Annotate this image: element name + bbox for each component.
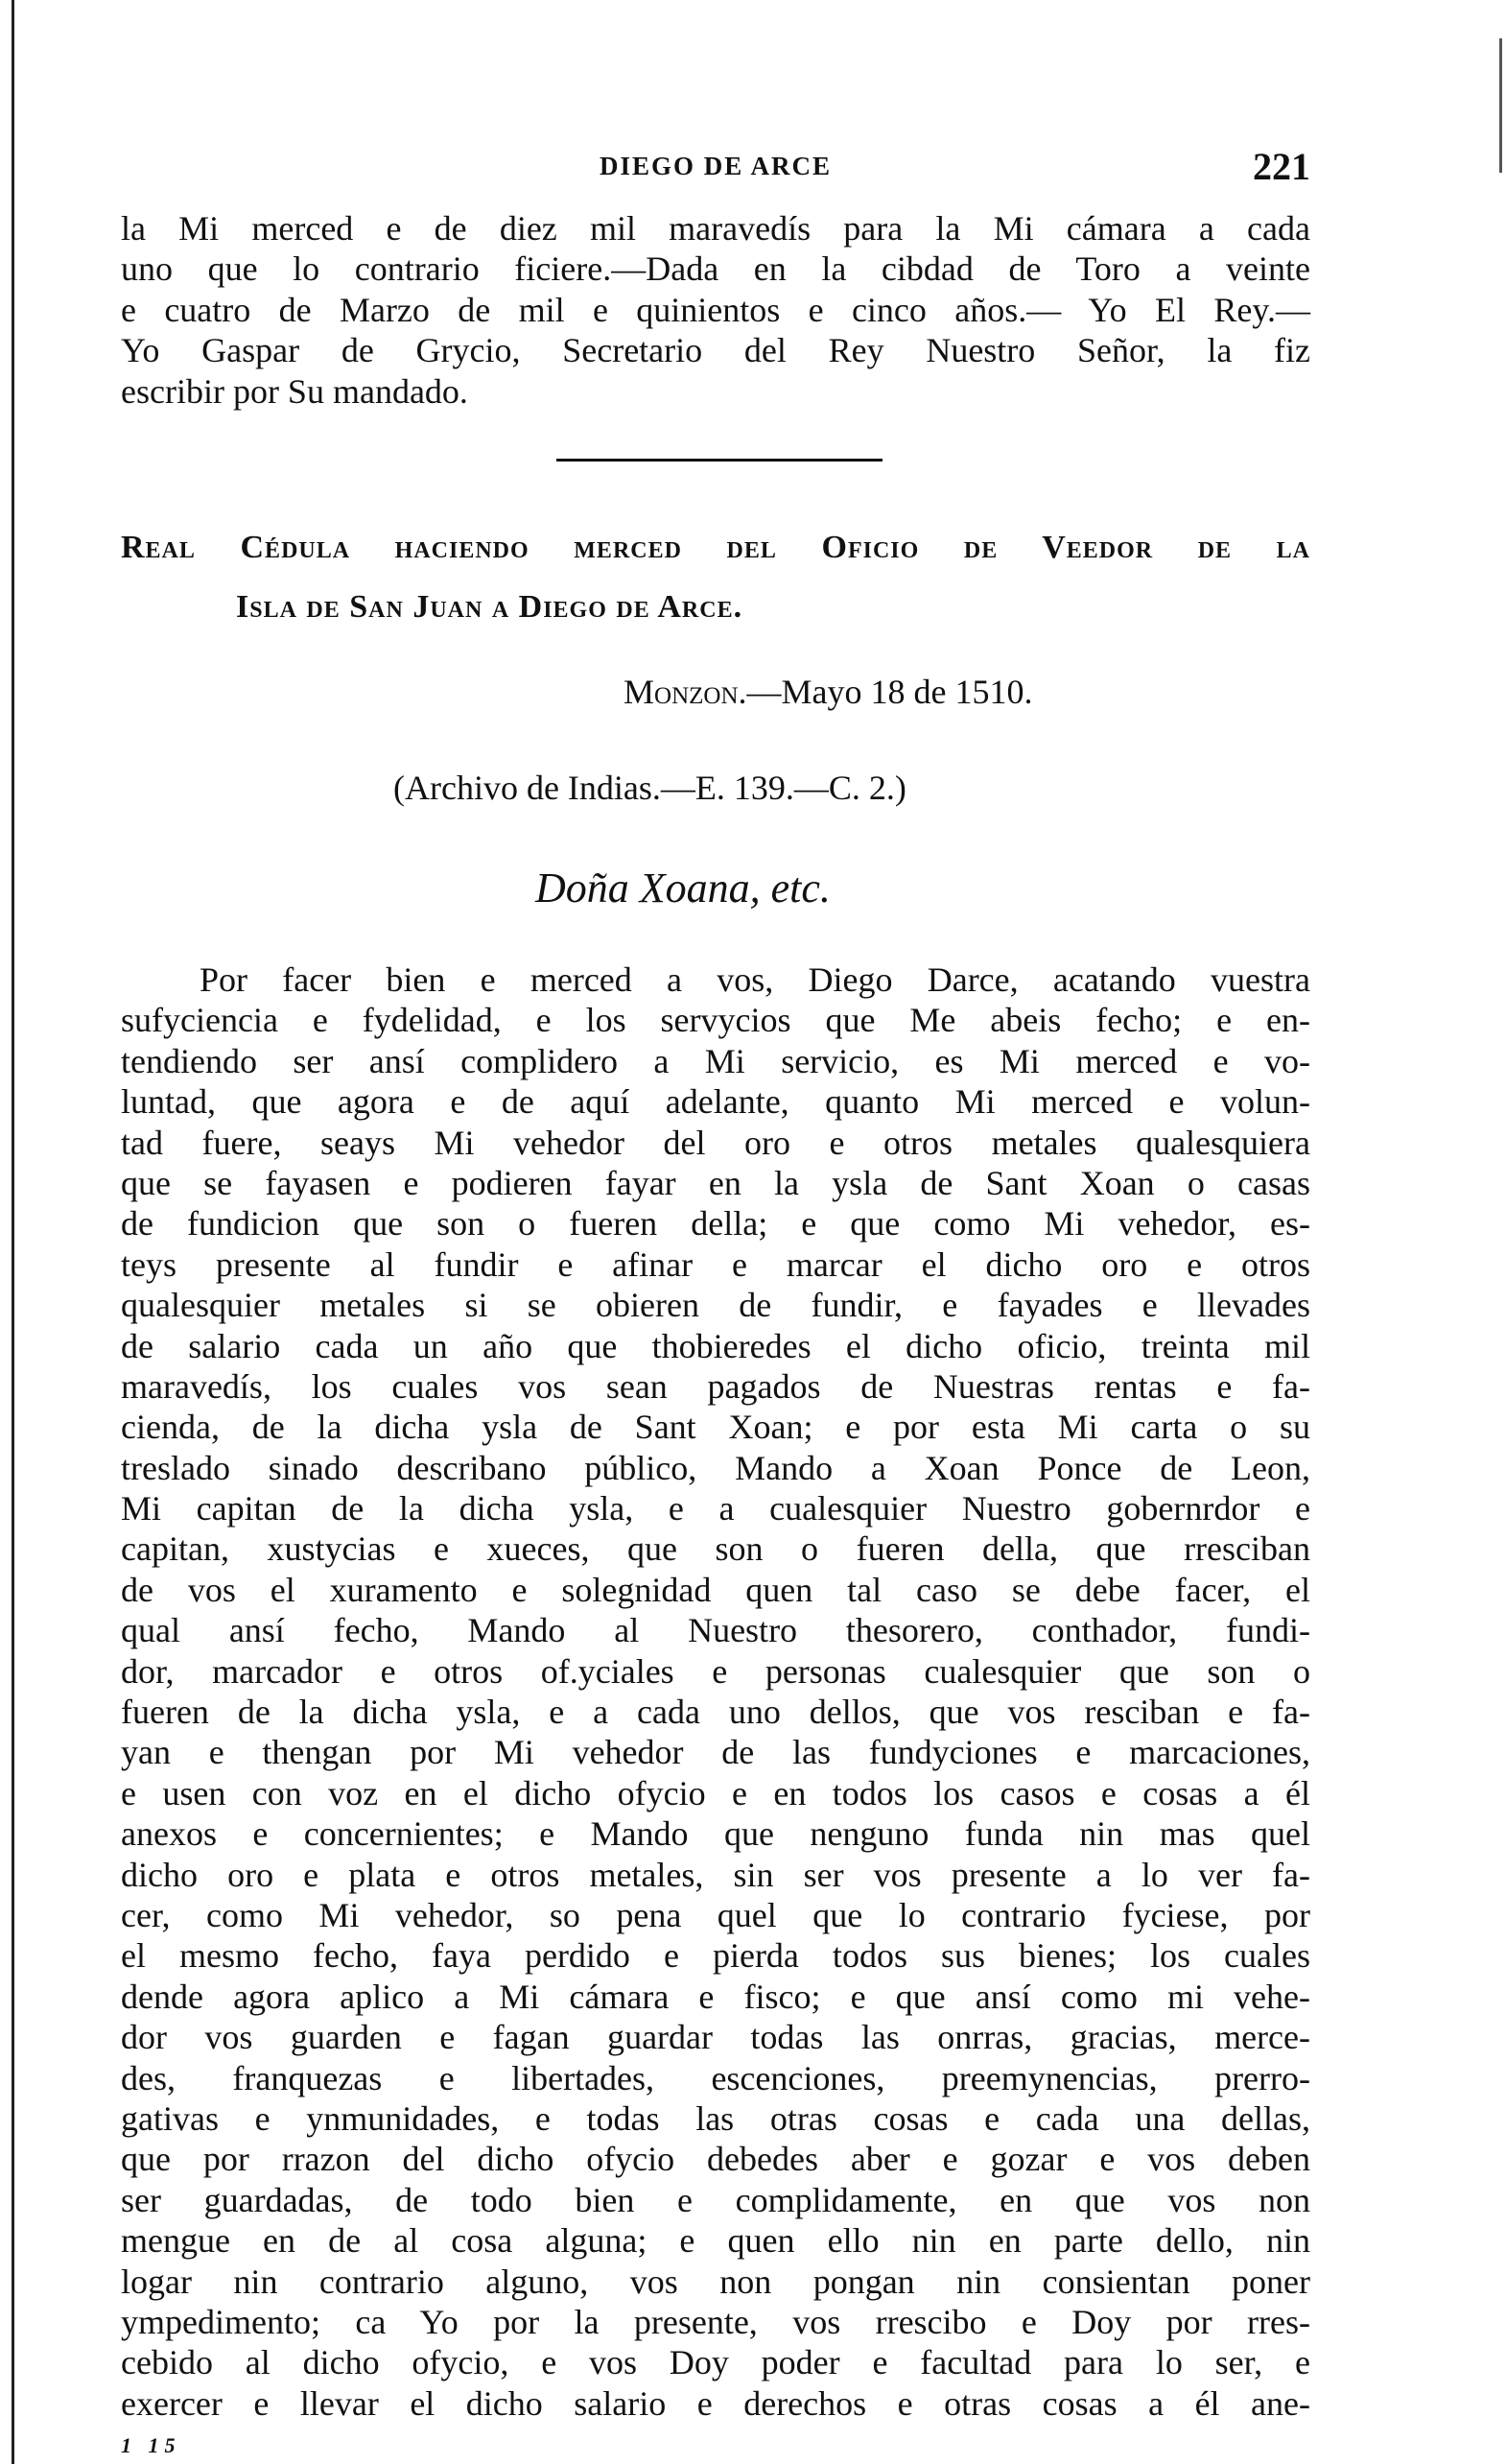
body-line: qual ansí fecho, Mando al Nuestro thesorero, conthador, fundi- <box>121 1611 1310 1650</box>
body-line: dende agora aplico a Mi cámara e fisco; e que ansí como mi vehe- <box>121 1977 1310 2016</box>
body-line: logar nin contrario alguno, vos non pongan nin consientan poner <box>121 2262 1310 2301</box>
body-paragraph <box>121 960 1310 2424</box>
body-line: ympedimento; ca Yo por la presente, vos rrescibo e Doy por rres- <box>121 2302 1310 2341</box>
body-line: de vos el xuramento e solegnidad quen tal caso se debe facer, el <box>121 1570 1310 1609</box>
body-line: Por facer bien e merced a vos, Diego Darce, acatando vuestra <box>200 960 1310 999</box>
document-title-line-2: Isla de San Juan a Diego de Arce. <box>236 589 743 625</box>
body-line: que se fayasen e podieren fayar en la ysla de Sant Xoan o casas <box>121 1163 1310 1202</box>
salutation: Doña Xoana, etc. <box>535 865 831 912</box>
place: Monzon. <box>624 673 747 711</box>
body-line: maravedís, los cuales vos sean pagados de Nuestras rentas e fa- <box>121 1366 1310 1406</box>
body-line: des, franquezas e libertades, escenciones, preemynencias, prerro- <box>121 2058 1310 2097</box>
document-title <box>121 518 1310 637</box>
intro-paragraph <box>121 208 1310 412</box>
body-line: treslado sinado describano público, Mando a Xoan Ponce de Leon, <box>121 1448 1310 1487</box>
body-line: sufyciencia e fydelidad, e los servycios que Me abeis fecho; e en- <box>121 1001 1310 1040</box>
intro-line: la Mi merced e de diez mil maravedís para la Mi cámara a cada <box>121 209 1310 248</box>
body-line: el mesmo fecho, faya perdido e pierda todos sus bienes; los cuales <box>121 1936 1310 1976</box>
body-line: exercer e llevar el dicho salario e derechos e otras cosas a él ane- <box>121 2383 1310 2423</box>
body-line: cer, como Mi vehedor, so pena quel que lo contrario fyciese, por <box>121 1895 1310 1934</box>
page-header <box>121 144 1310 201</box>
printer-signature-mark: 1 15 <box>121 2433 181 2457</box>
body-line: gativas e ynmunidades, e todas las otras cosas e cada una dellas, <box>121 2098 1310 2138</box>
place-date <box>624 672 1032 712</box>
intro-line: uno que lo contrario ficiere.—Dada en la cibdad de Toro a veinte <box>121 249 1310 289</box>
archive-reference: (Archivo de Indias.—E. 139.—C. 2.) <box>393 769 906 807</box>
intro-line: escribir por Su mandado. <box>121 371 468 411</box>
body-line: teys presente al fundir e afinar e marcar el dicho oro e otros <box>121 1244 1310 1284</box>
body-line: yan e thengan por Mi vehedor de las fundyciones e marcaciones, <box>121 1733 1310 1772</box>
body-line: luntad, que agora e de aquí adelante, quanto Mi merced e volun- <box>121 1082 1310 1122</box>
document-title-line-1: Real Cédula haciendo merced del Oficio de Veedor de la <box>121 530 1310 565</box>
body-line: tendiendo ser ansí complidero a Mi servicio, es Mi merced e vo- <box>121 1041 1310 1080</box>
body-line: cienda, de la dicha ysla de Sant Xoan; e por esta Mi carta o su <box>121 1408 1310 1447</box>
body-line: capitan, xustycias e xueces, que son o fueren della, que rresciban <box>121 1529 1310 1569</box>
intro-line: Yo Gaspar de Grycio, Secretario del Rey Nuestro Señor, la fiz <box>121 331 1310 370</box>
body-line: dor, marcador e otros of.yciales e personas cualesquier que son o <box>121 1651 1310 1691</box>
section-divider <box>556 459 882 462</box>
body-line: mengue en de al cosa alguna; e quen ello nin en parte dello, nin <box>121 2221 1310 2261</box>
body-line: anexos e concernientes; e Mando que nenguno funda nin mas quel <box>121 1814 1310 1854</box>
body-line: que por rrazon del dicho ofycio debedes aber e gozar e vos deben <box>121 2140 1310 2179</box>
body-line: e usen con voz en el dicho ofycio e en todos los casos e cosas a él <box>121 1773 1310 1812</box>
page-edge-right <box>1499 38 1502 173</box>
page-edge-left <box>12 0 14 2464</box>
body-line: de salario cada un año que thobieredes el dicho oficio, treinta mil <box>121 1326 1310 1365</box>
body-line: qualesquier metales si se obieren de fundir, e fayades e llevades <box>121 1286 1310 1325</box>
body-line: fueren de la dicha ysla, e a cada uno dellos, que vos resciban e fa- <box>121 1693 1310 1732</box>
page-number: 221 <box>1253 145 1310 188</box>
date: —Mayo 18 de 1510. <box>746 673 1033 711</box>
intro-line: e cuatro de Marzo de mil e quinientos e cinco años.— Yo El Rey.— <box>121 290 1310 329</box>
body-line: de fundicion que son o fueren della; e que como Mi vehedor, es- <box>121 1204 1310 1244</box>
body-line: Mi capitan de la dicha ysla, e a cualesquier Nuestro gobernrdor e <box>121 1489 1310 1528</box>
body-line: dicho oro e plata e otros metales, sin ser vos presente a lo ver fa- <box>121 1855 1310 1894</box>
body-line: tad fuere, seays Mi vehedor del oro e otros metales qualesquiera <box>121 1123 1310 1162</box>
running-head: DIEGO DE ARCE <box>599 152 833 180</box>
body-line: cebido al dicho ofycio, e vos Doy poder e facultad para lo ser, e <box>121 2343 1310 2382</box>
body-line: ser guardadas, de todo bien e complidamente, en que vos non <box>121 2180 1310 2219</box>
body-line: dor vos guarden e fagan guardar todas las onrras, gracias, merce- <box>121 2018 1310 2057</box>
